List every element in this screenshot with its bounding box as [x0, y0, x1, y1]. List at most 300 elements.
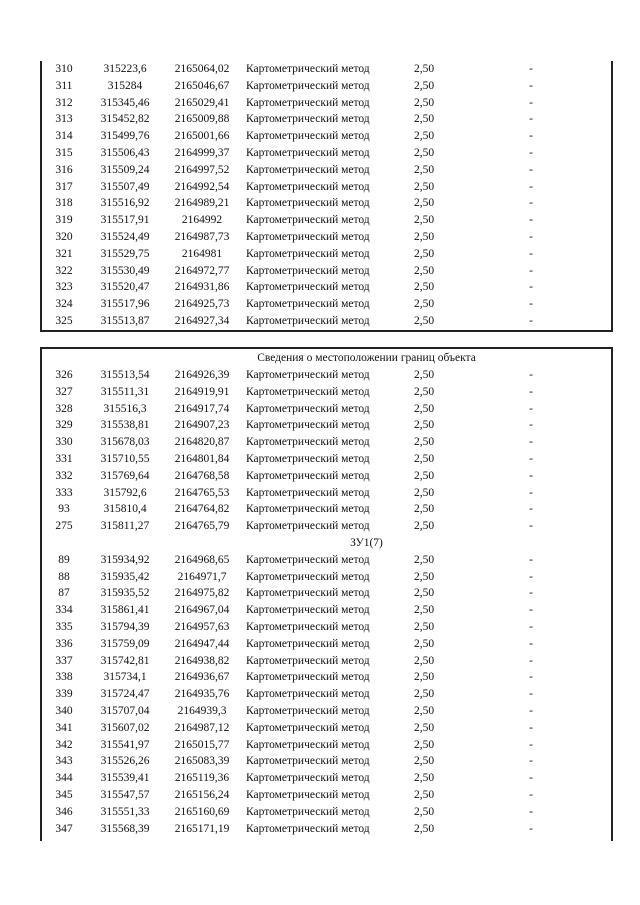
table-row [42, 401, 611, 418]
description-cell: - [529, 402, 533, 415]
coordinate-y: 2165119,36 [174, 772, 230, 785]
coordinate-x: 315526,26 [100, 755, 150, 768]
coordinate-y: 2164919,91 [174, 385, 230, 398]
method-cell: Картометрический метод [246, 369, 370, 381]
coordinate-x: 315678,03 [100, 436, 150, 449]
accuracy-cell: 2,50 [413, 452, 435, 465]
coordinate-y: 2164967,04 [174, 604, 230, 617]
coordinate-y: 2164764,82 [174, 503, 230, 516]
coordinate-x: 315538,81 [100, 419, 150, 432]
description-cell: - [529, 587, 533, 600]
table-row [42, 569, 611, 586]
description-cell: - [529, 63, 533, 75]
table-row [42, 552, 611, 569]
point-number: 321 [55, 247, 73, 260]
accuracy-cell: 2,50 [413, 79, 435, 92]
point-number: 87 [58, 587, 70, 600]
description-cell: - [529, 721, 533, 734]
accuracy-cell: 2,50 [413, 113, 435, 126]
coordinate-y: 2164926,39 [174, 369, 230, 381]
method-cell: Картометрический метод [246, 214, 370, 227]
description-cell: - [529, 620, 533, 633]
description-cell: - [529, 146, 533, 159]
accuracy-cell: 2,50 [413, 419, 435, 432]
coordinate-x: 315551,33 [100, 805, 150, 818]
accuracy-cell: 2,50 [413, 469, 435, 482]
description-cell: - [529, 452, 533, 465]
table-row [42, 95, 611, 112]
table-row [42, 821, 611, 838]
coordinate-y: 2164989,21 [174, 197, 230, 210]
coordinate-y: 2164917,74 [174, 402, 230, 415]
coordinate-x: 315517,96 [100, 298, 150, 311]
point-number: 93 [58, 503, 70, 516]
coordinate-y: 2164972,77 [174, 264, 230, 277]
coordinate-y: 2164936,67 [174, 671, 230, 684]
coordinate-y: 2164992,54 [174, 180, 230, 193]
description-cell: - [529, 570, 533, 583]
point-number: 322 [55, 264, 73, 277]
coordinate-y: 2164975,82 [174, 587, 230, 600]
point-number: 343 [55, 755, 73, 768]
coordinate-x: 315530,49 [100, 264, 150, 277]
method-cell: Картометрический метод [246, 180, 370, 193]
point-number: 344 [55, 772, 73, 785]
coordinate-x: 315284 [107, 79, 143, 92]
coordinate-x: 315539,41 [100, 772, 150, 785]
description-cell: - [529, 704, 533, 717]
method-cell: Картометрический метод [246, 772, 370, 785]
method-cell: Картометрический метод [246, 637, 370, 650]
method-cell: Картометрический метод [246, 130, 370, 143]
description-cell: - [529, 520, 533, 533]
table-row [42, 195, 611, 212]
accuracy-cell: 2,50 [413, 721, 435, 734]
coordinate-y: 2165156,24 [174, 788, 230, 801]
accuracy-cell: 2,50 [413, 96, 435, 109]
description-cell: - [529, 637, 533, 650]
accuracy-cell: 2,50 [413, 654, 435, 667]
coordinate-x: 315794,39 [100, 620, 150, 633]
accuracy-cell: 2,50 [413, 822, 435, 835]
point-number: 318 [55, 197, 73, 210]
point-number: 341 [55, 721, 73, 734]
method-cell: Картометрический метод [246, 79, 370, 92]
description-cell: - [529, 385, 533, 398]
table-row [42, 145, 611, 162]
coordinate-x: 315792,6 [103, 486, 147, 499]
coordinate-x: 315734,1 [103, 671, 147, 684]
description-cell: - [529, 264, 533, 277]
point-number: 347 [55, 822, 73, 835]
object-boundaries-table [40, 347, 613, 841]
point-number: 315 [55, 146, 73, 159]
method-cell: Картометрический метод [246, 604, 370, 617]
coordinate-y: 2164927,34 [174, 314, 230, 327]
method-cell: Картометрический метод [246, 298, 370, 311]
accuracy-cell: 2,50 [413, 755, 435, 768]
description-cell: - [529, 369, 533, 381]
point-number: 332 [55, 469, 73, 482]
accuracy-cell: 2,50 [413, 314, 435, 327]
point-number: 317 [55, 180, 73, 193]
table-row [42, 485, 611, 502]
coordinate-y: 2164957,63 [174, 620, 230, 633]
table-row [42, 619, 611, 636]
point-number: 346 [55, 805, 73, 818]
coordinate-x: 315541,97 [100, 738, 150, 751]
accuracy-cell: 2,50 [413, 369, 435, 381]
point-number: 314 [55, 130, 73, 143]
table-row [42, 78, 611, 95]
accuracy-cell: 2,50 [413, 436, 435, 449]
accuracy-cell: 2,50 [413, 738, 435, 751]
table-row [42, 602, 611, 619]
coordinate-x: 315742,81 [100, 654, 150, 667]
accuracy-cell: 2,50 [413, 230, 435, 243]
coordinate-y: 2165009,88 [174, 113, 230, 126]
accuracy-cell: 2,50 [413, 805, 435, 818]
method-cell: Картометрический метод [246, 520, 370, 533]
table-row [42, 367, 611, 384]
coordinate-y: 2164768,58 [174, 469, 230, 482]
description-cell: - [529, 486, 533, 499]
accuracy-cell: 2,50 [413, 520, 435, 533]
table-row [42, 212, 611, 229]
point-number: 335 [55, 620, 73, 633]
coordinate-y: 2164925,73 [174, 298, 230, 311]
point-number: 337 [55, 654, 73, 667]
coordinate-x: 315724,47 [100, 688, 150, 701]
method-cell: Картометрический метод [246, 469, 370, 482]
method-cell: Картометрический метод [246, 755, 370, 768]
description-cell: - [529, 436, 533, 449]
method-cell: Картометрический метод [246, 146, 370, 159]
accuracy-cell: 2,50 [413, 604, 435, 617]
point-number: 319 [55, 214, 73, 227]
coordinate-y: 2165160,69 [174, 805, 230, 818]
coordinate-x: 315513,87 [100, 314, 150, 327]
coordinate-x: 315520,47 [100, 281, 150, 294]
coordinate-x: 315513,54 [100, 369, 150, 381]
coordinate-y: 2165083,39 [174, 755, 230, 768]
coordinate-y: 2164931,86 [174, 281, 230, 294]
coordinate-y: 2164938,82 [174, 654, 230, 667]
table-row [42, 468, 611, 485]
point-number: 326 [55, 369, 73, 381]
coordinate-x: 315934,92 [100, 553, 150, 566]
coordinate-x: 315710,55 [100, 452, 150, 465]
accuracy-cell: 2,50 [413, 772, 435, 785]
method-cell: Картометрический метод [246, 247, 370, 260]
point-number: 328 [55, 402, 73, 415]
coordinates-table-continued [40, 61, 613, 332]
coordinate-y: 2164907,23 [174, 419, 230, 432]
description-cell: - [529, 788, 533, 801]
point-number: 312 [55, 96, 73, 109]
coordinate-x: 315223,6 [103, 63, 147, 75]
description-cell: - [529, 130, 533, 143]
accuracy-cell: 2,50 [413, 671, 435, 684]
description-cell: - [529, 163, 533, 176]
description-cell: - [529, 298, 533, 311]
table-row [42, 636, 611, 653]
coordinate-x: 315759,09 [100, 637, 150, 650]
description-cell: - [529, 772, 533, 785]
accuracy-cell: 2,50 [413, 688, 435, 701]
accuracy-cell: 2,50 [413, 402, 435, 415]
accuracy-cell: 2,50 [413, 298, 435, 311]
coordinate-x: 315499,76 [100, 130, 150, 143]
point-number: 342 [55, 738, 73, 751]
point-number: 329 [55, 419, 73, 432]
point-number: 325 [55, 314, 73, 327]
coordinate-y: 2164968,65 [174, 553, 230, 566]
description-cell: - [529, 738, 533, 751]
rows-group-a [42, 367, 611, 535]
description-cell: - [529, 822, 533, 835]
table-row [42, 703, 611, 720]
coordinate-x: 315547,57 [100, 788, 150, 801]
point-number: 345 [55, 788, 73, 801]
coordinate-x: 315811,27 [100, 520, 150, 533]
coordinate-x: 315506,43 [100, 146, 150, 159]
accuracy-cell: 2,50 [413, 486, 435, 499]
description-cell: - [529, 604, 533, 617]
description-cell: - [529, 113, 533, 126]
description-cell: - [529, 96, 533, 109]
point-number: 324 [55, 298, 73, 311]
accuracy-cell: 2,50 [413, 637, 435, 650]
accuracy-cell: 2,50 [413, 264, 435, 277]
coordinate-x: 315511,31 [100, 385, 150, 398]
description-cell: - [529, 553, 533, 566]
table-row [42, 263, 611, 280]
accuracy-cell: 2,50 [413, 620, 435, 633]
accuracy-cell: 2,50 [413, 63, 435, 75]
method-cell: Картометрический метод [246, 587, 370, 600]
coordinate-x: 315345,46 [100, 96, 150, 109]
coordinate-y: 2164765,53 [174, 486, 230, 499]
point-number: 340 [55, 704, 73, 717]
method-cell: Картометрический метод [246, 704, 370, 717]
description-cell: - [529, 688, 533, 701]
coordinate-y: 2164997,52 [174, 163, 230, 176]
table-row [42, 518, 611, 535]
accuracy-cell: 2,50 [413, 587, 435, 600]
coordinate-y: 2164801,84 [174, 452, 230, 465]
coordinate-y: 2164987,73 [174, 230, 230, 243]
table-row [42, 111, 611, 128]
coordinate-x: 315568,39 [100, 822, 150, 835]
method-cell: Картометрический метод [246, 822, 370, 835]
method-cell: Картометрический метод [246, 436, 370, 449]
point-number: 333 [55, 486, 73, 499]
method-cell: Картометрический метод [246, 805, 370, 818]
table-row [42, 246, 611, 263]
point-number: 316 [55, 163, 73, 176]
coordinate-y: 2164939,3 [177, 704, 227, 717]
method-cell: Картометрический метод [246, 570, 370, 583]
table-row [42, 61, 611, 78]
accuracy-cell: 2,50 [413, 570, 435, 583]
accuracy-cell: 2,50 [413, 247, 435, 260]
method-cell: Картометрический метод [246, 96, 370, 109]
description-cell: - [529, 230, 533, 243]
table-row [42, 128, 611, 145]
method-cell: Картометрический метод [246, 63, 370, 75]
coordinate-y: 2165171,19 [174, 822, 230, 835]
point-number: 320 [55, 230, 73, 243]
coordinate-y: 2164935,76 [174, 688, 230, 701]
coordinate-y: 2165064,02 [174, 63, 230, 75]
description-cell: - [529, 755, 533, 768]
point-number: 323 [55, 281, 73, 294]
method-cell: Картометрический метод [246, 688, 370, 701]
table-row [42, 434, 611, 451]
accuracy-cell: 2,50 [413, 197, 435, 210]
description-cell: - [529, 469, 533, 482]
point-number: 88 [58, 570, 70, 583]
description-cell: - [529, 247, 533, 260]
table-caption: Сведения о местоположении границ объекта [257, 352, 476, 364]
point-number: 311 [55, 79, 73, 92]
coordinate-y: 2165001,66 [174, 130, 230, 143]
coordinate-x: 315529,75 [100, 247, 150, 260]
coordinate-x: 315810,4 [103, 503, 147, 516]
accuracy-cell: 2,50 [413, 503, 435, 516]
method-cell: Картометрический метод [246, 163, 370, 176]
method-cell: Картометрический метод [246, 620, 370, 633]
accuracy-cell: 2,50 [413, 788, 435, 801]
method-cell: Картометрический метод [246, 385, 370, 398]
table-row [42, 753, 611, 770]
coordinate-y: 2164765,79 [174, 520, 230, 533]
coordinate-x: 315524,49 [100, 230, 150, 243]
description-cell: - [529, 180, 533, 193]
table-row [42, 653, 611, 670]
method-cell: Картометрический метод [246, 314, 370, 327]
description-cell: - [529, 314, 533, 327]
description-cell: - [529, 671, 533, 684]
point-number: 89 [58, 553, 70, 566]
coordinate-y: 2164820,87 [174, 436, 230, 449]
point-number: 330 [55, 436, 73, 449]
description-cell: - [529, 214, 533, 227]
method-cell: Картометрический метод [246, 553, 370, 566]
accuracy-cell: 2,50 [413, 180, 435, 193]
description-cell: - [529, 79, 533, 92]
point-number: 334 [55, 604, 73, 617]
table-row [42, 162, 611, 179]
method-cell: Картометрический метод [246, 654, 370, 667]
coordinate-x: 315516,3 [103, 402, 147, 415]
method-cell: Картометрический метод [246, 721, 370, 734]
method-cell: Картометрический метод [246, 738, 370, 751]
table-row [42, 770, 611, 787]
coordinate-x: 315517,91 [100, 214, 150, 227]
coordinate-y: 2164981 [181, 247, 223, 260]
coordinate-x: 315509,24 [100, 163, 150, 176]
table-row [42, 737, 611, 754]
coordinate-x: 315452,82 [100, 113, 150, 126]
table-row [42, 585, 611, 602]
plot-subheader: ЗУ1(7) [350, 536, 383, 549]
table-row [42, 279, 611, 296]
method-cell: Картометрический метод [246, 264, 370, 277]
table-row [42, 179, 611, 196]
point-number: 339 [55, 688, 73, 701]
coordinate-x: 315507,49 [100, 180, 150, 193]
method-cell: Картометрический метод [246, 402, 370, 415]
method-cell: Картометрический метод [246, 281, 370, 294]
coordinate-y: 2164947,44 [174, 637, 230, 650]
method-cell: Картометрический метод [246, 452, 370, 465]
point-number: 275 [55, 520, 73, 533]
method-cell: Картометрический метод [246, 197, 370, 210]
table-row [42, 804, 611, 821]
coordinate-x: 315707,04 [100, 704, 150, 717]
coordinate-x: 315769,64 [100, 469, 150, 482]
accuracy-cell: 2,50 [413, 130, 435, 143]
description-cell: - [529, 654, 533, 667]
table-row [42, 720, 611, 737]
coordinate-y: 2164987,12 [174, 721, 230, 734]
description-cell: - [529, 281, 533, 294]
accuracy-cell: 2,50 [413, 553, 435, 566]
description-cell: - [529, 197, 533, 210]
table-row [42, 686, 611, 703]
coordinate-y: 2164992 [181, 214, 223, 227]
point-number: 327 [55, 385, 73, 398]
method-cell: Картометрический метод [246, 113, 370, 126]
accuracy-cell: 2,50 [413, 163, 435, 176]
coordinate-y: 2165046,67 [174, 79, 230, 92]
coordinate-x: 315861,41 [100, 604, 150, 617]
accuracy-cell: 2,50 [413, 146, 435, 159]
method-cell: Картометрический метод [246, 788, 370, 801]
coordinate-y: 2164999,37 [174, 146, 230, 159]
table-row [42, 229, 611, 246]
method-cell: Картометрический метод [246, 671, 370, 684]
coordinate-y: 2165015,77 [174, 738, 230, 751]
table-row [42, 501, 611, 518]
point-number: 310 [55, 63, 73, 75]
coordinate-x: 315935,52 [100, 587, 150, 600]
point-number: 313 [55, 113, 73, 126]
coordinate-x: 315607,02 [100, 721, 150, 734]
coordinate-y: 2165029,41 [174, 96, 230, 109]
table-row [42, 417, 611, 434]
accuracy-cell: 2,50 [413, 281, 435, 294]
coordinate-x: 315935,42 [100, 570, 150, 583]
point-number: 338 [55, 671, 73, 684]
method-cell: Картометрический метод [246, 230, 370, 243]
accuracy-cell: 2,50 [413, 214, 435, 227]
rows-group-b [42, 552, 611, 838]
method-cell: Картометрический метод [246, 486, 370, 499]
table-row [42, 313, 611, 330]
coordinate-x: 315516,92 [100, 197, 150, 210]
accuracy-cell: 2,50 [413, 704, 435, 717]
accuracy-cell: 2,50 [413, 385, 435, 398]
table-row [42, 296, 611, 313]
method-cell: Картометрический метод [246, 419, 370, 432]
point-number: 331 [55, 452, 73, 465]
table-row [42, 787, 611, 804]
description-cell: - [529, 419, 533, 432]
table-row [42, 384, 611, 401]
